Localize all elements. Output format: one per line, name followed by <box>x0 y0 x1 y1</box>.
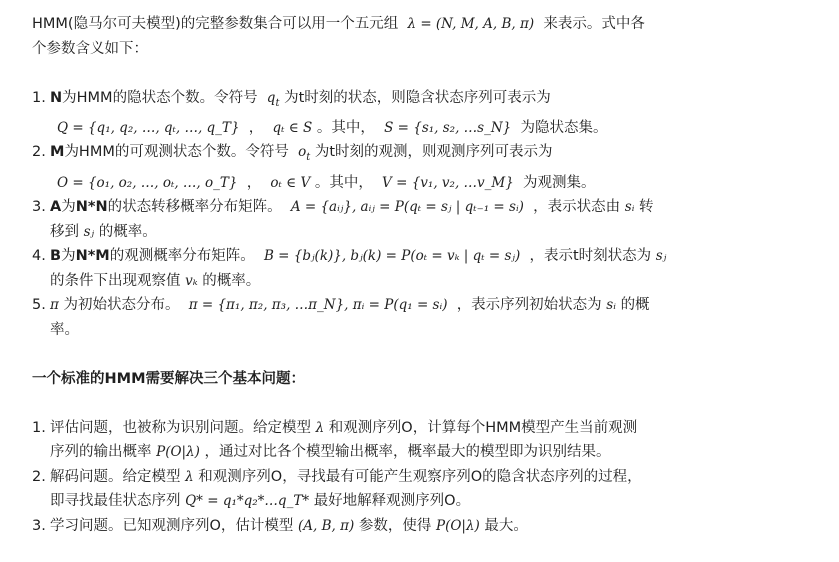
param-text-line2-end: 的概率。 <box>98 223 157 240</box>
param-math-var: o <box>298 144 307 161</box>
param-math-state: sᵢ <box>606 297 616 314</box>
parameter-list <box>32 86 732 343</box>
param-math-stateset: V = {v₁, v₂, …v_M} <box>382 174 514 191</box>
param-math-set: O = {o₁, o₂, …, oₜ, …, o_T} <box>57 174 238 191</box>
param-text-post: ，表示序列初始状态为 <box>456 297 602 314</box>
list-number: 3. <box>32 199 46 216</box>
param-text-desc: 的观测概率分布矩阵。 <box>109 248 255 265</box>
param-dim: N*N <box>75 199 108 216</box>
list-number: 2. <box>32 144 46 161</box>
section-title: 一个标准的HMM需要解决三个基本问题： <box>32 370 305 387</box>
problem-list <box>32 416 732 539</box>
list-item <box>32 465 732 514</box>
param-text-line2: 率。 <box>50 321 79 338</box>
param-math-pi: π <box>50 297 59 314</box>
list-number: 5. <box>32 297 46 314</box>
problem-text: 解码问题。给定模型 <box>50 468 181 485</box>
param-text-mid: 。其中， <box>314 174 373 191</box>
param-text-end: 为隐状态集。 <box>520 119 608 136</box>
param-math-set: Q = {q₁, q₂, …, qₜ, …, q_T} <box>57 119 240 136</box>
param-text: 为HMM的隐状态个数。令符号 <box>62 89 258 106</box>
list-item <box>32 86 732 141</box>
param-text-line2: 的条件下出现观察值 <box>50 272 181 289</box>
list-number: 3. <box>32 517 46 534</box>
param-math-state2: sⱼ <box>83 223 95 240</box>
param-math-sub: t <box>275 97 280 109</box>
intro-text-3: 个参数含义如下： <box>32 40 148 57</box>
param-text-end: 为观测集。 <box>523 174 596 191</box>
param-math-stateset: S = {s₁, s₂, …s_N} <box>384 119 512 136</box>
param-symbol: A <box>50 199 62 216</box>
list-item <box>32 416 732 465</box>
param-math-var: q <box>266 89 276 106</box>
param-math-def: A = {aᵢⱼ}, aᵢⱼ = P(qₜ = sⱼ | qₜ₋₁ = sᵢ) <box>290 199 524 216</box>
param-math-sub: t <box>306 152 311 164</box>
list-item <box>32 244 732 293</box>
list-item <box>32 140 732 195</box>
problem-text-post: 参数，使得 <box>358 517 432 534</box>
param-symbol: B <box>50 248 62 265</box>
list-item <box>32 514 732 539</box>
param-math-state: sⱼ <box>655 248 667 265</box>
problem-math-2: Q* = q₁*q₂*…q_T* <box>185 493 310 510</box>
problem-text-line2: 即寻找最佳状态序列 <box>50 493 181 510</box>
problem-text: 评估问题，也被称为识别问题。给定模型 <box>50 419 311 436</box>
param-text-end: 的概 <box>620 297 650 314</box>
param-symbol: M <box>50 144 65 161</box>
intro-paragraph <box>32 12 732 61</box>
problem-text-post: 和观测序列O，计算每个HMM模型产生当前观测 <box>328 419 638 436</box>
list-item <box>32 195 732 244</box>
param-math-def: B = {bⱼ(k)}, bⱼ(k) = P(oₜ = vₖ | qₜ = sⱼ) <box>263 248 521 265</box>
list-number: 1. <box>32 89 46 106</box>
list-item <box>32 293 732 342</box>
problem-math-2: P(O|λ) <box>436 517 480 534</box>
problem-math-2: P(O|λ) <box>156 444 200 461</box>
problem-math: λ <box>315 419 325 436</box>
document-body <box>32 12 732 538</box>
param-dim: N*M <box>75 248 110 265</box>
separator: ， <box>246 174 262 191</box>
param-text: 为初始状态分布。 <box>63 297 180 314</box>
intro-text-2: 来表示。式中各 <box>543 16 645 32</box>
separator: ， <box>248 119 264 136</box>
param-text: 为HMM的可观测状态个数。令符号 <box>64 144 289 161</box>
problem-math: (A, B, π) <box>298 517 355 534</box>
intro-text-1: HMM(隐马尔可夫模型)的完整参数集合可以用一个五元组 <box>32 16 399 32</box>
param-text: 为 <box>61 199 76 216</box>
param-text-line2-end: 的概率。 <box>202 272 261 289</box>
list-number: 1. <box>32 419 46 436</box>
list-number: 2. <box>32 468 46 485</box>
param-math-member: qₜ ∈ S <box>272 119 313 136</box>
problem-text-post: 和观测序列O，寻找最有可能产生观察序列O的隐含状态序列的过程， <box>198 468 642 485</box>
param-math-def: π = {π₁, π₂, π₃, …π_N}, πᵢ = P(q₁ = sᵢ) <box>188 297 448 314</box>
param-text-post: ，表示状态由 <box>533 199 621 216</box>
problem-text-end: 最大。 <box>484 517 528 534</box>
param-line-2 <box>50 116 732 141</box>
param-symbol: N <box>50 89 63 106</box>
param-text-post: ，表示t时刻状态为 <box>529 248 652 265</box>
param-math-member: oₜ ∈ V <box>270 174 311 191</box>
param-text-desc: 的状态转移概率分布矩阵。 <box>107 199 282 216</box>
param-text-post: 为t时刻的观测，则观测序列可表示为 <box>314 144 553 161</box>
param-math-obs: vₖ <box>185 272 198 289</box>
param-text-end: 转 <box>639 199 654 216</box>
param-line-2 <box>50 171 732 196</box>
param-text: 为 <box>61 248 76 265</box>
list-number: 4. <box>32 248 46 265</box>
problem-text-line2-end: ，通过对比各个模型输出概率，概率最大的模型即为识别结果。 <box>204 444 611 461</box>
problem-text-line2-end: 最好地解释观测序列O。 <box>313 493 471 510</box>
problem-text-line2: 序列的输出概率 <box>50 444 152 461</box>
param-text-post: 为t时刻的状态，则隐含状态序列可表示为 <box>284 89 551 106</box>
param-math-state: sᵢ <box>624 199 635 216</box>
param-text-line2: 移到 <box>50 223 79 240</box>
problem-text: 学习问题。已知观测序列O，估计模型 <box>50 517 294 534</box>
intro-math-tuple: λ = (N, M, A, B, π) <box>407 16 535 32</box>
problem-math: λ <box>185 468 194 485</box>
param-text-mid: 。其中， <box>316 119 375 136</box>
